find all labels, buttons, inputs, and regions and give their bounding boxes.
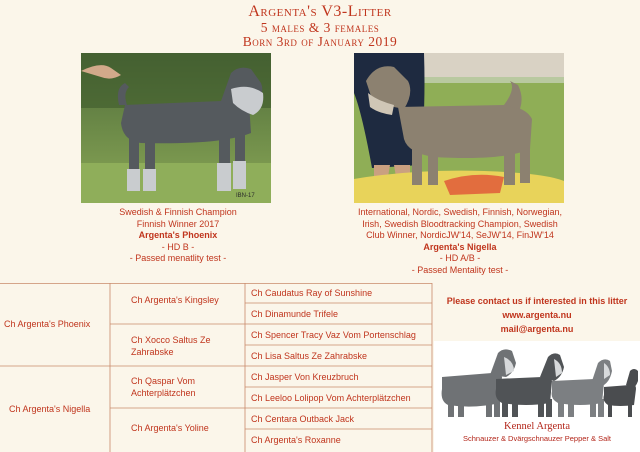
great-grandparent-2-cell: Ch Dinamunde Trifele <box>251 309 339 319</box>
great-grandparent-1-cell: Ch Caudatus Ray of Sunshine <box>251 288 373 298</box>
great-grandparent-3-cell: Ch Spencer Tracy Vaz Vom Portenschlag <box>251 330 416 340</box>
grandparent-4-cell: Ch Argenta's Yoline <box>131 423 209 433</box>
dam-titles-line2: Irish, Swedish Bloodtracking Champion, Swedish <box>362 218 558 229</box>
sire-photo-watermark: IBN-17 <box>236 193 255 199</box>
schnauzer-group-illustration <box>434 341 640 421</box>
great-grandparent-8-cell: Ch Argenta's Roxanne <box>251 435 341 445</box>
great-grandparent-4-cell: Ch Lisa Saltus Ze Zahrabske <box>251 351 368 361</box>
dam-name: Argenta's Nigella <box>423 241 497 252</box>
great-grandparent-6-cell: Ch Leeloo Lolipop Vom Achterplätzchen <box>251 393 411 403</box>
litter-birth-date: Born 3rd of January 2019 <box>242 34 398 49</box>
grandparent-3-cell: Ch Qaspar Vom Achterplätzchen <box>131 376 196 398</box>
dam-hd: - HD A/B - <box>439 253 481 263</box>
litter-title: Argenta's V3-Litter <box>248 3 392 20</box>
sire-hd: - HD B - <box>161 241 195 252</box>
kennel-name: Kennel Argenta <box>504 421 570 432</box>
litter-subtitle: 5 males & 3 females <box>260 20 380 35</box>
sire-name: Argenta's Phoenix <box>138 230 218 240</box>
dam-titles-line3: Club Winner, NordicJW'14, SeJW'14, FinJW'14 <box>366 230 554 240</box>
kennel-logo <box>434 341 640 452</box>
website-link[interactable]: www.argenta.nu <box>502 310 572 320</box>
sire-titles-line1: Swedish & Finnish Champion <box>119 207 237 217</box>
dam-photo <box>354 53 564 203</box>
parent-dam-cell: Ch Argenta's Nigella <box>9 404 91 414</box>
parent-sire-cell: Ch Argenta's Phoenix <box>4 319 91 329</box>
grandparent-1-cell: Ch Argenta's Kingsley <box>131 295 219 305</box>
sire-mentality: - Passed menatlity test - <box>129 253 227 263</box>
dam-mentality: - Passed Mentality test - <box>411 264 509 275</box>
dam-titles-line1: International, Nordic, Swedish, Finnish, Norwegian, <box>357 207 563 217</box>
sire-photo <box>81 53 271 203</box>
sire-titles-line2: Finnish Winner 2017 <box>136 218 220 229</box>
grandparent-2-cell: Ch Xocco Saltus Ze Zahrabske <box>131 335 211 357</box>
great-grandparent-5-cell: Ch Jasper Von Kreuzbruch <box>251 372 359 382</box>
great-grandparent-7-cell: Ch Centara Outback Jack <box>251 414 355 424</box>
email-link[interactable]: mail@argenta.nu <box>500 324 574 334</box>
contact-text: Please contact us if interested in this litter <box>446 296 628 306</box>
kennel-tagline: Schnauzer & Dvärgschnauzer Pepper & Salt <box>463 434 611 443</box>
